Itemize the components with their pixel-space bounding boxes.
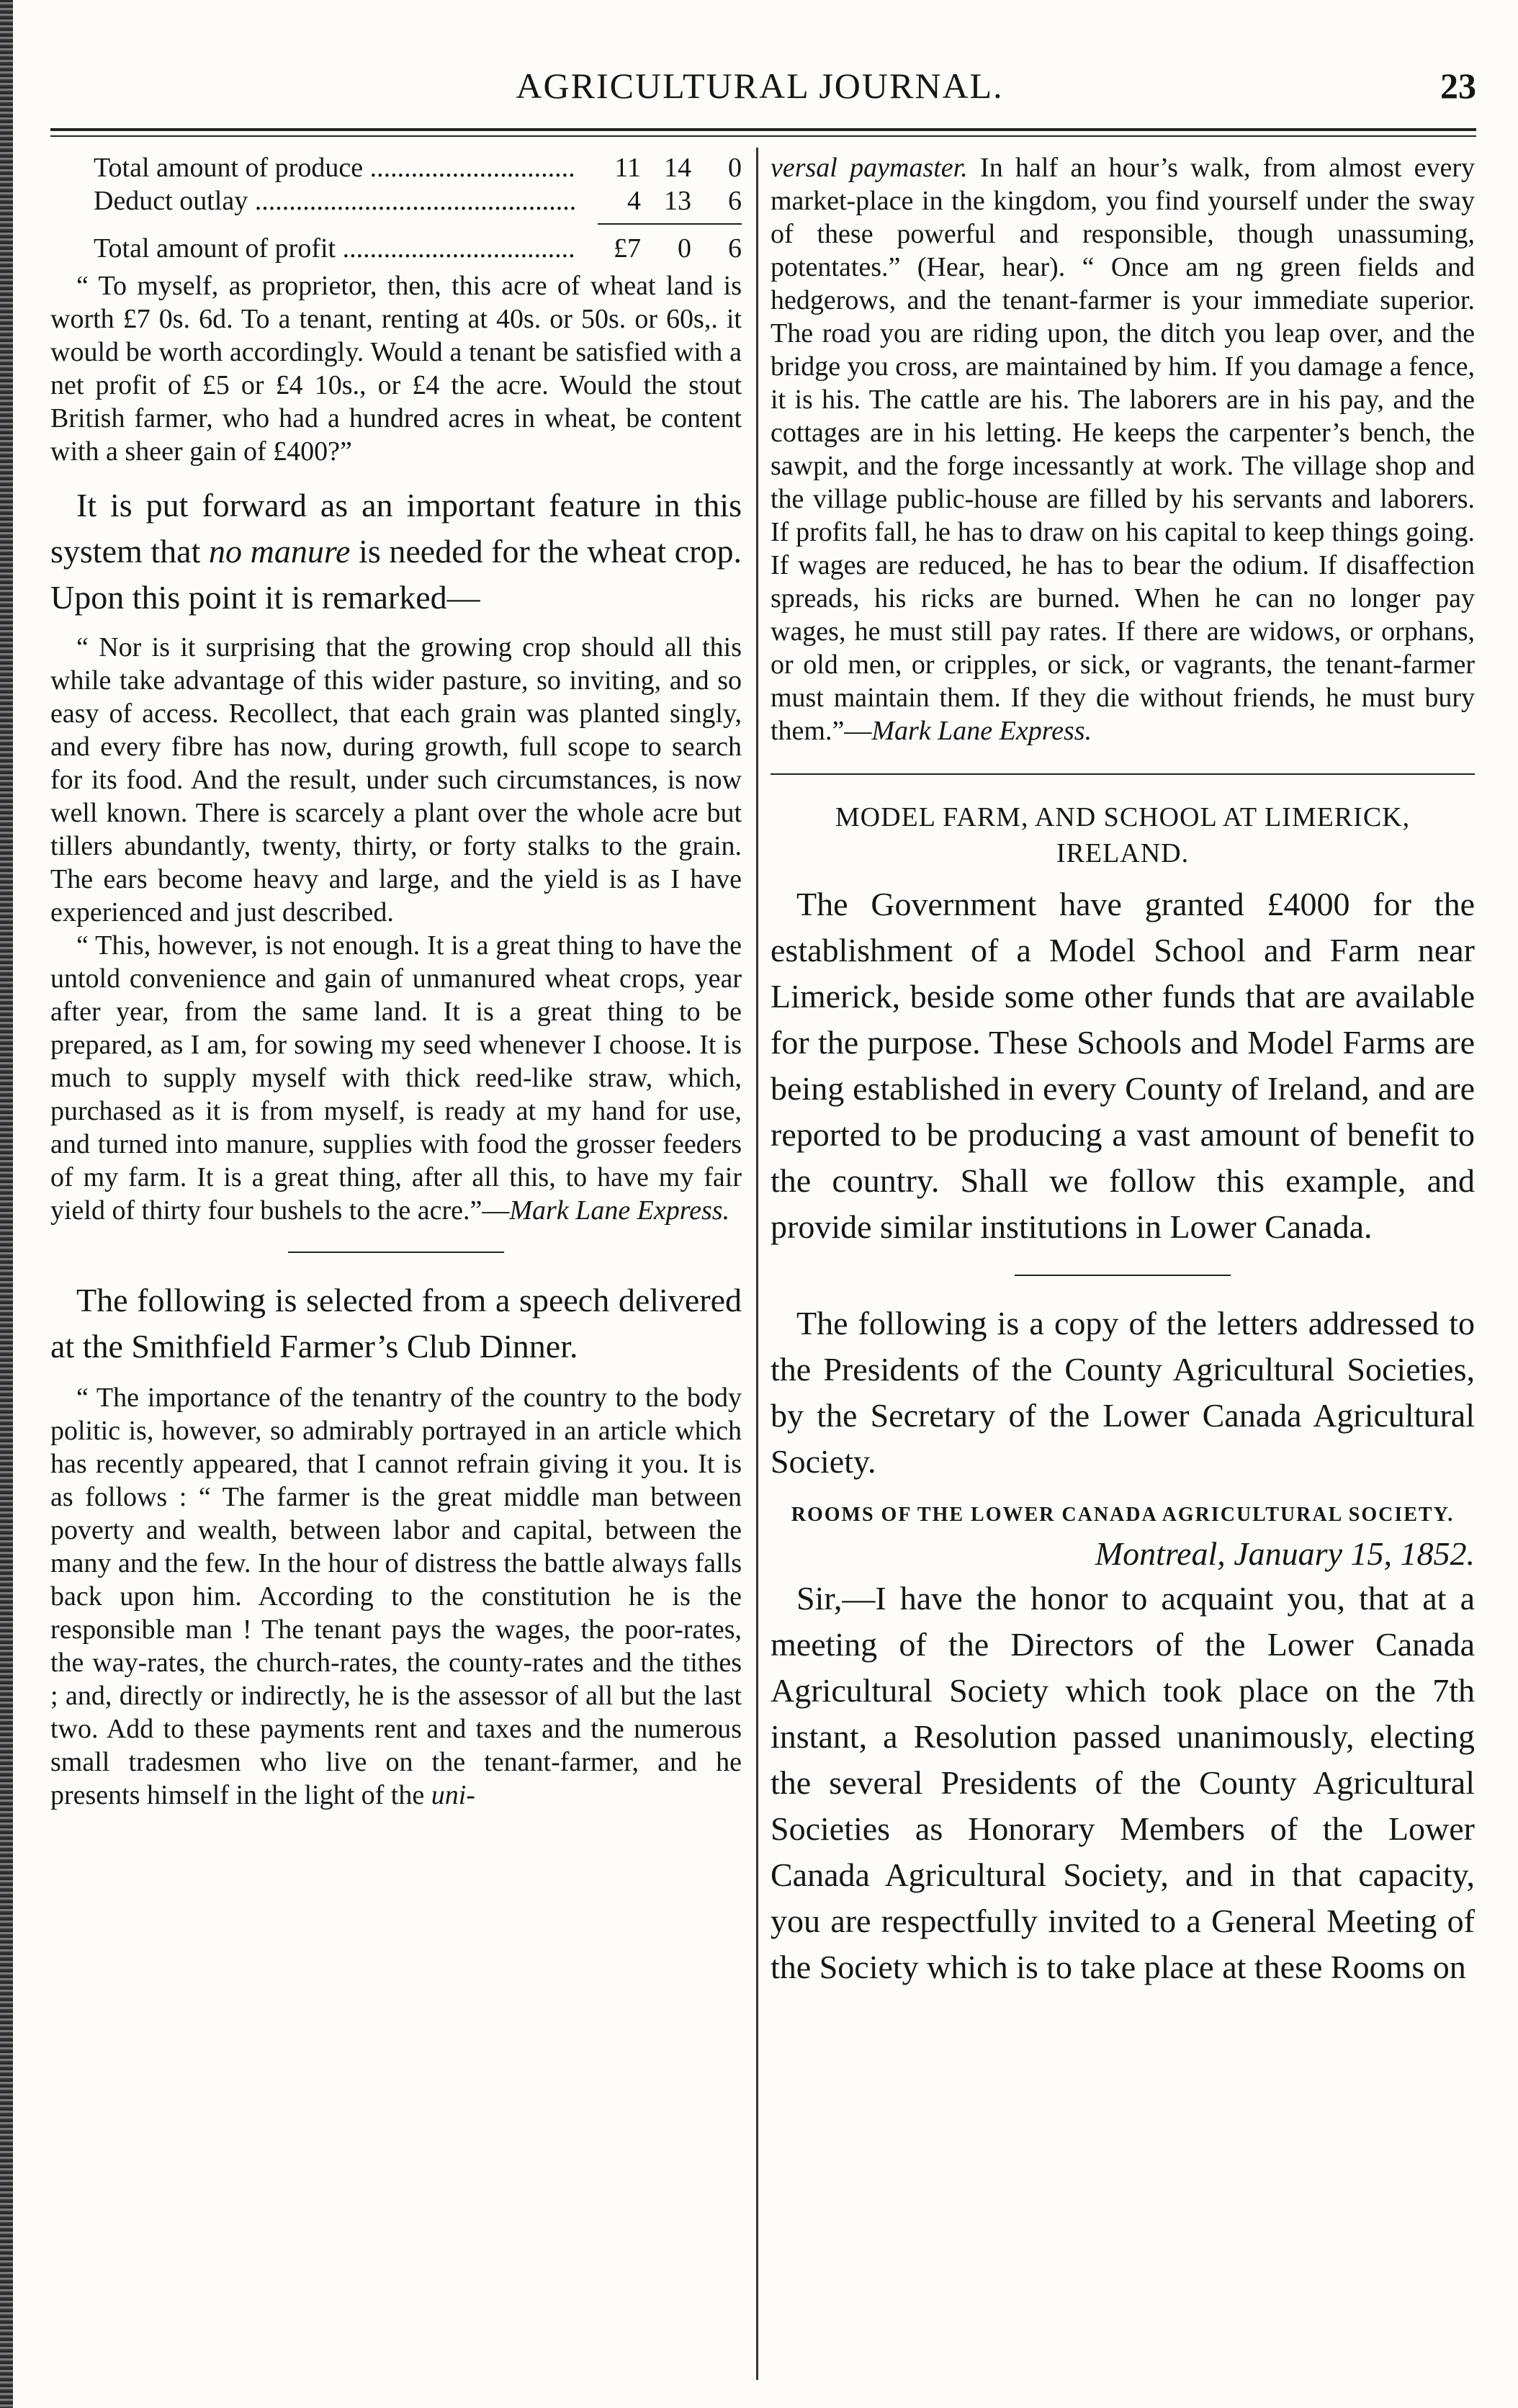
section-heading-model-farm: MODEL FARM, AND SCHOOL AT LIMERICK, IRELAND. [835,802,1411,868]
text-span: In half an hour’s walk, from almost every market-place in the kingdom, you find yourself under the sway of these powerful and responsible, though unassuming, potentates.” (Hear, hear). “ Once am ng green fields and hedgerows, and the tenant-farmer is your immediate superior. The road you are riding upon, the ditch you leap over, and the bridge you cross, are maintained by him. If you damage a fence, it is his. The cattle are his. The laborers are in his pay, and the cottages are in his letting. He keeps the carpenter’s bench, the sawpit, and the forge incessantly at work. The village shop and the village public-house are filled by his servants and laborers. If profits fall, he has to draw on his capital to keep things going. If wages are reduced, he has to bear the odium. If disaffection spreads, his ricks are burned. When he can no longer pay wages, he must still pay rates. If there are widows, or orphans, or old men, or cripples, or sick, or vagrants, the tenant-farmer must maintain them. If they die without friends, he must bury them.”— [771,153,1475,746]
account-label: Deduct outlay ..... [50,184,576,217]
page-spine-edge [0,0,13,2408]
paragraph-not-enough [50,929,742,1227]
account-pence: 6 [728,186,742,216]
header-rule-thin [50,135,1476,137]
emphasis: uni- [431,1780,475,1810]
section-divider [771,773,1475,775]
emphasis: versal paymaster. [771,153,968,183]
right-column [771,151,1475,1990]
account-pounds: 4 [627,186,641,216]
header-rule-thick [50,128,1476,131]
paragraph-growing-crop: “ Nor is it surprising that the growing crop should all this while take advantage of this wider pasture, so inviting, and so easy of access. Recollect, that each grain was planted singly, and every fibre has now, during growth, full scope to search for its food. And the result, under such circumstances, is now well known. There is scarcely a plant over the whole acre but tillers abundantly, twenty, thirty, or forty stalks to the grain. The ears become heavy and large, and the yield is as I have experienced and just described. [50,632,742,927]
left-column [50,151,742,1812]
account-shillings: 13 [664,186,691,216]
paragraph-model-farm: The Government have granted £4000 for the establishment of a Model School and Farm near Limerick, beside some other funds that are available for the purpose. These Schools and Model Farms are being established in every County of Ireland, and are reported to be producing a vast amount of benefit to the country. Shall we follow this example, and provide similar institutions in Lower Canada. [771,886,1475,1245]
journal-title: AGRICULTURAL JOURNAL. [516,66,1004,106]
account-row-produce [50,151,742,184]
letter-dateline: Montreal, January 15, 1852. [1095,1535,1475,1572]
account-pounds: £7 [614,233,641,264]
text-span: is needed for the wheat crop. Upon this point it is remarked— [50,533,742,616]
account-row-total [50,232,742,265]
paragraph-no-manure [50,482,742,621]
account-label: Total amount of profit ..... [50,232,576,265]
text-span: “ This, however, is not enough. It is a great thing to have the untold convenience and gain of unmanured wheat crops, year after year, from the same land. It is a great thing to be prepared, as I am, for sowing my seed whenever I choose. It is much to supply myself with thick reed-like straw, which, purchased as it is from myself, is ready at my hand for use, and turned into manure, supplies with food the grosser feeders of my farm. It is a great thing, after all this, to have my fair yield of thirty four bushels to the acre.”— [50,930,742,1226]
paragraph-tenantry [50,1381,742,1812]
emphasis: no manure [209,533,351,570]
section-divider [1015,1275,1231,1276]
account-shillings: 14 [664,153,691,183]
rooms-heading: ROOMS OF THE LOWER CANADA AGRICULTURAL SOCIETY. [791,1504,1455,1526]
account-shillings: 0 [678,233,691,264]
account-pence: 6 [728,233,742,264]
paragraph-paymaster [771,151,1475,747]
page-header [43,65,1476,122]
paragraph-letters-intro: The following is a copy of the letters addressed to the Presidents of the County Agricultural Societies, by the Secretary of the Lower Canada Agricultural Society. [771,1305,1475,1480]
text-span: It is put forward as an important feature in this system that [50,487,742,570]
source-citation: Mark Lane Express. [871,716,1092,746]
paragraph-proprietor: “ To myself, as proprietor, then, this acre of wheat land is worth £7 0s. 6d. To a tenant, renting at 40s. or 50s. or 60s,. it would be worth accordingly. Would a tenant be satisfied with a net profit of £5 or £4 10s., or £4 the acre. Would the stout British farmer, who had a hundred acres in wheat, be content with a sheer gain of £400?” [50,271,742,467]
sum-rule [598,223,742,225]
account-label: Total amount of produce ..... [50,151,576,184]
section-divider [288,1252,504,1253]
account-pounds: 11 [614,153,641,183]
source-citation: Mark Lane Express. [509,1195,730,1226]
account-row-outlay [50,184,742,217]
profit-account [50,151,742,265]
column-divider [756,148,758,2380]
paragraph-letter-body: Sir,—I have the honor to acquaint you, that at a meeting of the Directors of the Lower Canada Agricultural Society which took place on the 7th instant, a Resolution passed unanimously, electing the several Presidents of the County Agricultural Societies as Honorary Members of the Lower Canada Agricultural Society, and in that capacity, you are respectfully invited to a General Meeting of the Society which is to take place at these Rooms on [771,1580,1475,1985]
page-number: 23 [1440,66,1476,106]
paragraph-speech-intro: The following is selected from a speech delivered at the Smithfield Farmer’s Club Dinner. [50,1282,742,1365]
text-span: “ The importance of the tenantry of the country to the body politic is, however, so admirably portrayed in an article which has recently appeared, that I cannot refrain giving it you. It is as follows : “ The farmer is the great middle man between poverty and wealth, between labor and capital, between the many and the few. In the hour of distress the battle always falls back upon him. According to the constitution he is the responsible man ! The tenant pays the wages, the poor-rates, the way-rates, the church-rates, the county-rates and the tithes ; and, directly or indirectly, he is the assessor of all but the last two. Add to these payments rent and taxes and the numerous small tradesmen who live on the tenant-farmer, and he presents himself in the light of the [50,1383,742,1810]
account-pence: 0 [728,153,742,183]
